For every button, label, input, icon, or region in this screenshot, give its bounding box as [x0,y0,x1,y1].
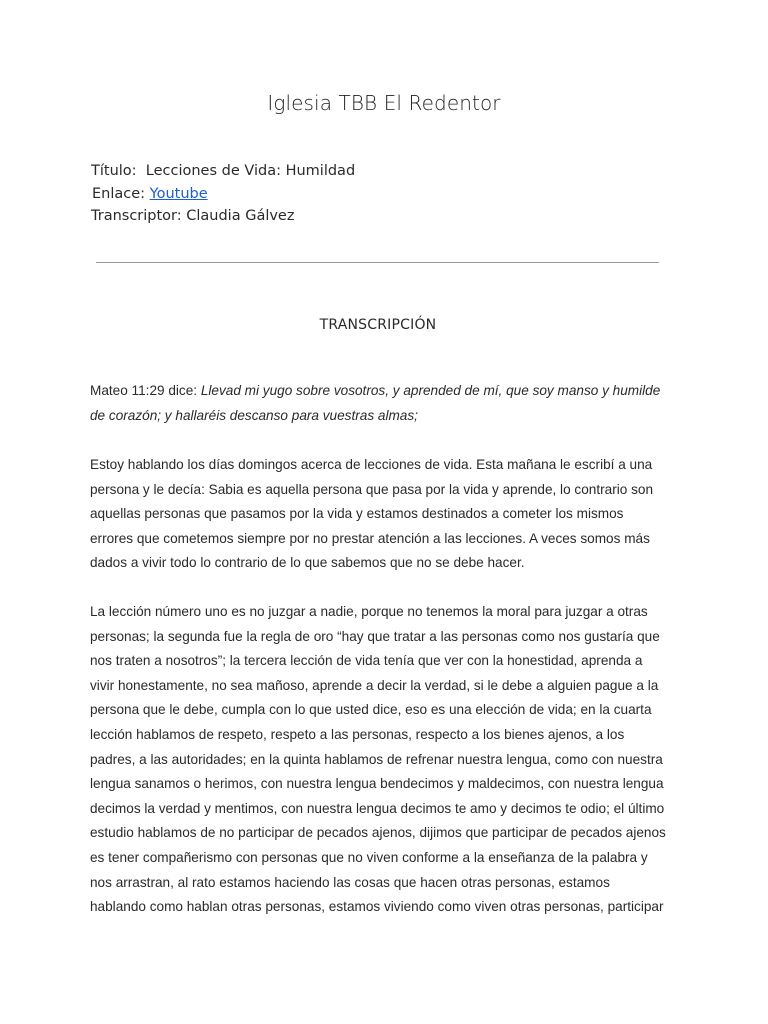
title-value: Lecciones de Vida: Humildad [145,163,356,179]
paragraph-line: errores que cometemos siempre por no prestar atención a las lecciones. A veces somos más [90,530,650,546]
paragraph-line: hablando como hablan otras personas, estamos viviendo como viven otras personas, participar [90,899,664,915]
scripture-reference: Mateo 11:29 dice: [90,383,201,398]
scripture-quote-part-2: de corazón; y hallaréis descanso para vuestras almas; [90,407,418,423]
paragraph-line: Estoy hablando los días domingos acerca de lecciones de vida. Esta mañana le escribí a una [90,457,653,472]
document-title: Iglesia TBB El Redentor [267,91,501,115]
horizontal-divider [96,262,659,263]
title-line [91,160,355,183]
transcriber-label: Transcriptor: [91,208,182,224]
paragraph-line: dados a vivir todo lo contrario de lo que sabemos que no se debe hacer. [90,555,525,571]
transcriber-line [91,205,355,228]
link-label: Enlace: [92,185,146,202]
section-heading: TRANSCRIPCIÓN [319,317,437,333]
transcriber-value: Claudia Gálvez [186,208,295,224]
paragraph-line: vivir honestamente, no sea mañoso, aprende a decir la verdad, si le debe a alguien pague a la [90,677,659,693]
paragraph-line: lengua sanamos o herimos, con nuestra lengua bendecimos y maldecimos, con nuestra lengua [90,776,664,792]
scripture-line-2 [90,404,678,429]
scripture-quote-part-1: Llevad mi yugo sobre vosotros, y aprended de mí, que soy manso y humilde [200,383,661,398]
paragraph-line: persona que le debe, cumpla con lo que usted dice, eso es una elección de vida; en la cuarta [90,702,652,718]
body-paragraph-3 [90,600,678,920]
link-line [91,183,355,206]
paragraph-line: decimos la verdad y mentimos, con nuestra lengua decimos te amo y decimos te odio; el último [90,800,665,816]
paragraph-line: aquellas personas que pasamos por la vida y estamos destinados a cometer los mismos [90,506,624,522]
title-label: Título: [91,163,137,179]
paragraph-line: personas; la segunda fue la regla de oro “hay que tratar a las personas como nos gustaría que [90,628,660,644]
paragraph-line: persona y le decía: Sabia es aquella persona que pasa por la vida y aprende, lo contrario son [90,481,653,497]
scripture-line-1 [90,379,678,404]
paragraph-line: La lección número uno es no juzgar a nadie, porque no tenemos la moral para juzgar a otras [90,604,648,619]
paragraph-line: es tener compañerismo con personas que no viven conforme a la enseñanza de la palabra y [90,849,648,865]
body-paragraph-2 [90,453,678,576]
paragraph-line: nos traten a nosotros”; la tercera lección de vida tenía que ver con la honestidad, aprenda a [90,653,643,669]
scripture-paragraph [90,379,678,428]
paragraph-line: nos arrastran, al rato estamos haciendo las cosas que hacen otras personas, estamos [90,874,610,890]
paragraph-line: estudio hablamos de no participar de pecados ajenos, dijimos que participar de pecados ajenos [90,825,666,841]
paragraph-line: padres, a las autoridades; en la quinta hablamos de refrenar nuestra lengua, como con nuestra [90,751,663,767]
paragraph-line: lección hablamos de respeto, respeto a las personas, respecto a los bienes ajenos, a los [90,726,625,742]
youtube-link[interactable]: Youtube [149,185,208,202]
document-metadata [91,160,355,228]
